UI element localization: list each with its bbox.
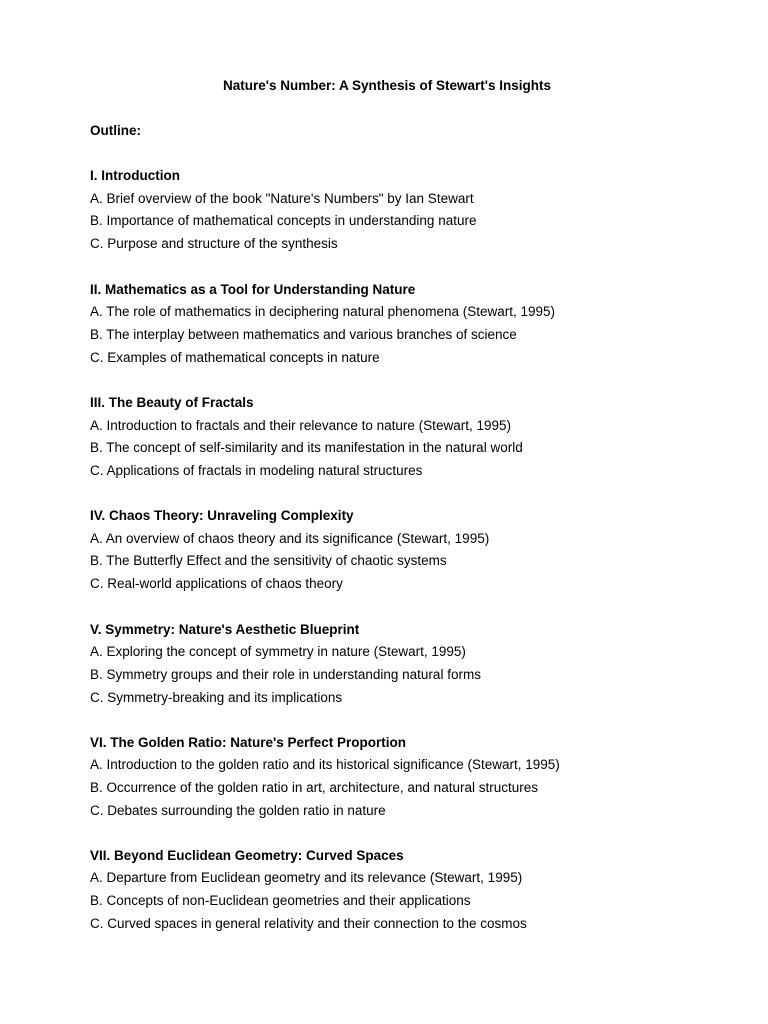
section-item-list bbox=[90, 754, 730, 822]
section-heading: VI. The Golden Ratio: Nature's Perfect Proportion bbox=[90, 734, 406, 750]
outline-label: Outline: bbox=[90, 123, 141, 138]
outline-item: A. Exploring the concept of symmetry in nature (Stewart, 1995) bbox=[90, 644, 466, 660]
outline-item: B. The interplay between mathematics and various branches of science bbox=[90, 326, 517, 342]
outline-item: B. Concepts of non-Euclidean geometries and their applications bbox=[90, 892, 471, 908]
section-heading: I. Introduction bbox=[90, 168, 180, 183]
section-item-list bbox=[90, 867, 730, 935]
section-item-list bbox=[90, 528, 730, 596]
outline-item: A. An overview of chaos theory and its significance (Stewart, 1995) bbox=[90, 530, 490, 546]
outline-item: C. Real-world applications of chaos theory bbox=[90, 576, 343, 592]
outline-section-mathematics-tool bbox=[90, 279, 730, 370]
outline-item: B. The Butterfly Effect and the sensitivity of chaotic systems bbox=[90, 553, 447, 569]
outline-item: A. Brief overview of the book "Nature's Numbers" by Ian Stewart bbox=[90, 190, 474, 206]
outline-item: B. Symmetry groups and their role in understanding natural forms bbox=[90, 666, 481, 682]
outline-section-symmetry bbox=[90, 619, 730, 710]
outline-item: B. The concept of self-similarity and its manifestation in the natural world bbox=[90, 440, 523, 456]
section-item-list bbox=[90, 301, 730, 369]
outline-item: B. Importance of mathematical concepts in understanding nature bbox=[90, 213, 477, 229]
outline-item: A. Departure from Euclidean geometry and its relevance (Stewart, 1995) bbox=[90, 870, 523, 886]
outline-section-curved-spaces bbox=[90, 845, 730, 936]
outline-item: C. Debates surrounding the golden ratio in nature bbox=[90, 802, 386, 818]
document-title: Nature's Number: A Synthesis of Stewart's Insights bbox=[223, 78, 551, 93]
outline-item: A. The role of mathematics in deciphering natural phenomena (Stewart, 1995) bbox=[90, 304, 556, 320]
section-heading: III. The Beauty of Fractals bbox=[90, 395, 254, 410]
section-heading: V. Symmetry: Nature's Aesthetic Blueprint bbox=[90, 621, 360, 637]
outline-item: C. Purpose and structure of the synthesis bbox=[90, 236, 338, 252]
outline-section-golden-ratio bbox=[90, 732, 730, 823]
outline-item: C. Applications of fractals in modeling natural structures bbox=[90, 463, 423, 479]
section-heading: VII. Beyond Euclidean Geometry: Curved Spaces bbox=[90, 847, 404, 863]
section-item-list bbox=[90, 188, 730, 256]
outline-item: B. Occurrence of the golden ratio in art, architecture, and natural structures bbox=[90, 779, 538, 795]
outline-section-chaos-theory bbox=[90, 505, 730, 596]
outline-item: C. Symmetry-breaking and its implications bbox=[90, 689, 343, 705]
section-item-list bbox=[90, 415, 730, 483]
outline-section-introduction bbox=[90, 165, 730, 256]
section-heading: IV. Chaos Theory: Unraveling Complexity bbox=[90, 508, 354, 523]
outline-item: C. Curved spaces in general relativity and their connection to the cosmos bbox=[90, 915, 527, 931]
section-item-list bbox=[90, 641, 730, 709]
outline-item: A. Introduction to the golden ratio and its historical significance (Stewart, 1995) bbox=[90, 757, 560, 773]
section-heading: II. Mathematics as a Tool for Understanding Nature bbox=[90, 281, 416, 297]
outline-item: C. Examples of mathematical concepts in nature bbox=[90, 349, 380, 365]
outline-section-fractals bbox=[90, 392, 730, 483]
outline-item: A. Introduction to fractals and their relevance to nature (Stewart, 1995) bbox=[90, 417, 511, 433]
